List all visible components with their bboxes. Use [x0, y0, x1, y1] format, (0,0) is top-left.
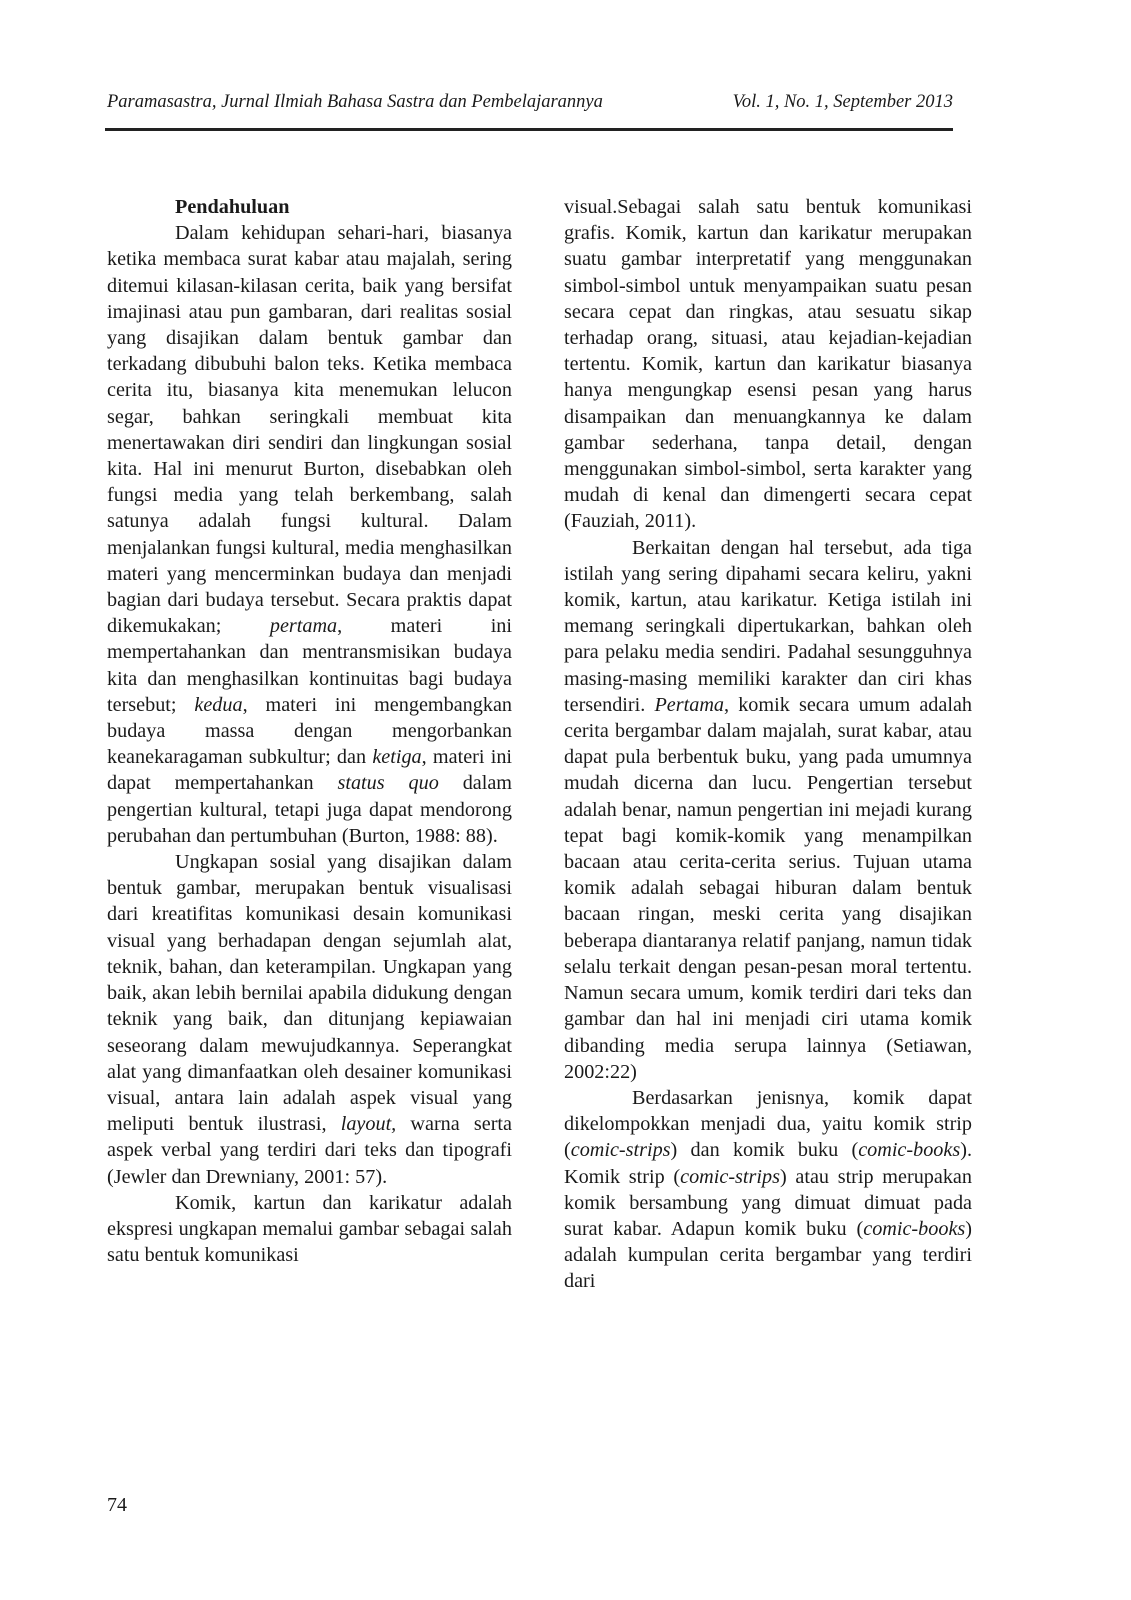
- page-number: 74: [107, 1494, 127, 1516]
- running-header: [107, 92, 953, 122]
- text-run: ) dan komik buku (: [670, 1139, 859, 1162]
- volume-info: Vol. 1, No. 1, September 2013: [732, 92, 953, 112]
- paragraph: Komik, kartun dan karikatur adalah ekspresi ungkapan memalui gambar sebagai salah satu bentuk komunikasi: [107, 1191, 512, 1267]
- text-run: warna serta aspek verbal yang terdiri dari teks dan tipografi (Jewler dan Drewniany, 2001: 57).: [107, 1113, 512, 1188]
- emphasis: status quo: [337, 772, 439, 795]
- paragraph: visual.Sebagai salah satu bentuk komunikasi grafis. Komik, kartun dan karikatur merupakan suatu gambar interpretatif yang menggunakan simbol-simbol untuk menyampaikan suatu pesan secara cepat dan ringkas, atau sesuatu sikap terhadap orang, situasi, atau kejadian-kejadian tertentu. Komik, kartun dan karikatur biasanya hanya mengungkap esensi pesan yang harus disampaikan dan menuangkannya ke dalam gambar sederhana, tanpa detail, dengan menggunakan simbol-simbol, serta karakter yang mudah di kenal dan dimengerti secara cepat (Fauziah, 2011).: [564, 196, 972, 533]
- text-run: Ungkapan sosial yang disajikan dalam bentuk gambar, merupakan bentuk visualisasi dari kreatifitas komunikasi desain komunikasi visual yang berhadapan dengan sejumlah alat, teknik, bahan, dan keterampilan. Ungkapan yang baik, akan lebih bernilai apabila didukung dengan teknik yang baik, dan ditunjang kepiawaian seseorang dalam mewujudkannya. Seperangkat alat yang dimanfaatkan oleh desainer komunikasi visual, antara lain adalah aspek visual yang meliputi bentuk ilustrasi,: [107, 851, 512, 1136]
- text-run: , materi ini dapat mempertahankan: [107, 746, 513, 795]
- text-run: ) atau strip merupakan komik bersambung yang dimuat dimuat pada surat kabar. Adapun komik buku (: [564, 1165, 972, 1240]
- paragraph: [564, 1085, 972, 1295]
- paragraph: [564, 535, 972, 1085]
- emphasis: layout,: [340, 1113, 397, 1136]
- emphasis: Pertama: [654, 693, 724, 716]
- emphasis: kedua: [194, 693, 243, 716]
- paragraph: [107, 849, 512, 1190]
- left-column: [107, 194, 512, 1268]
- text-run: ) adalah kumpulan cerita bergambar yang terdiri dari: [564, 1217, 972, 1293]
- text-run: Dalam kehidupan sehari-hari, biasanya ketika membaca surat kabar atau majalah, sering ditemui kilasan-kilasan cerita, baik yang bersifat imajinasi atau pun gambaran, dari realitas sosial yang disajikan dalam bentuk gambar dan terkadang dibubuhi balon teks. Ketika membaca cerita itu, biasanya kita menemukan lelucon segar, bahkan seringkali membuat kita menertawakan diri sendiri dan lingkungan sosial kita. Hal ini menurut Burton, disebabkan oleh fungsi media yang telah berkembang, salah satunya adalah fungsi kultural. Dalam menjalankan fungsi kultural, media menghasilkan materi yang mencerminkan budaya dan menjadi bagian dari budaya tersebut. Secara praktis dapat dikemukakan;: [107, 222, 512, 638]
- paragraph: [107, 220, 512, 849]
- text-run: , materi ini mempertahankan dan mentransmisikan budaya kita dan menghasilkan kontinuitas bagi budaya tersebut;: [107, 615, 512, 716]
- journal-title: Paramasastra, Jurnal Ilmiah Bahasa Sastra dan Pembelajarannya: [107, 92, 603, 112]
- text-run: , materi ini mengembangkan budaya massa dengan mengorbankan keanekaragaman subkultur; dan: [107, 693, 513, 769]
- emphasis: ketiga: [372, 746, 422, 769]
- right-column: [564, 194, 972, 1295]
- text-run: ). Komik strip (: [564, 1139, 972, 1188]
- emphasis: comic-strips: [680, 1165, 780, 1188]
- section-heading: Pendahuluan: [175, 196, 290, 218]
- text-run: dalam pengertian kultural, tetapi juga dapat mendorong perubahan dan pertumbuhan (Burton, 1988: 88).: [107, 772, 513, 847]
- emphasis: pertama: [269, 615, 338, 638]
- emphasis: comic-books: [858, 1139, 961, 1162]
- text-run: Berkaitan dengan hal tersebut, ada tiga istilah yang sering dipahami secara keliru, yakni komik, kartun, atau karikatur. Ketiga istilah ini memang seringkali dipertukarkan, bahkan oleh para pelaku media sendiri. Padahal sesungguhnya masing-masing memiliki karakter dan ciri khas tersendiri.: [564, 536, 972, 716]
- text-run: , komik secara umum adalah cerita bergambar dalam majalah, surat kabar, atau dapat pula berbentuk buku, yang pada umumnya mudah dicerna dan lucu. Pengertian tersebut adalah benar, namun pengertian ini mejadi kurang tepat bagi komik-komik yang menampilkan bacaan atau cerita-cerita serius. Tujuan utama komik adalah sebagai hiburan dalam bentuk bacaan ringan, meski cerita yang disajikan beberapa diantaranya relatif panjang, namun tidak selalu terkait dengan pesan-pesan moral tertentu. Namun secara umum, komik terdiri dari teks dan gambar dan hal ini menjadi ciri utama komik dibanding media serupa lainnya (Setiawan, 2002:22): [564, 693, 973, 1083]
- emphasis: comic-books: [863, 1217, 966, 1240]
- header-rule: [105, 128, 953, 131]
- text-run: Berdasarkan jenisnya, komik dapat dikelompokkan menjadi dua, yaitu komik strip (: [564, 1086, 972, 1162]
- emphasis: comic-strips: [570, 1139, 671, 1162]
